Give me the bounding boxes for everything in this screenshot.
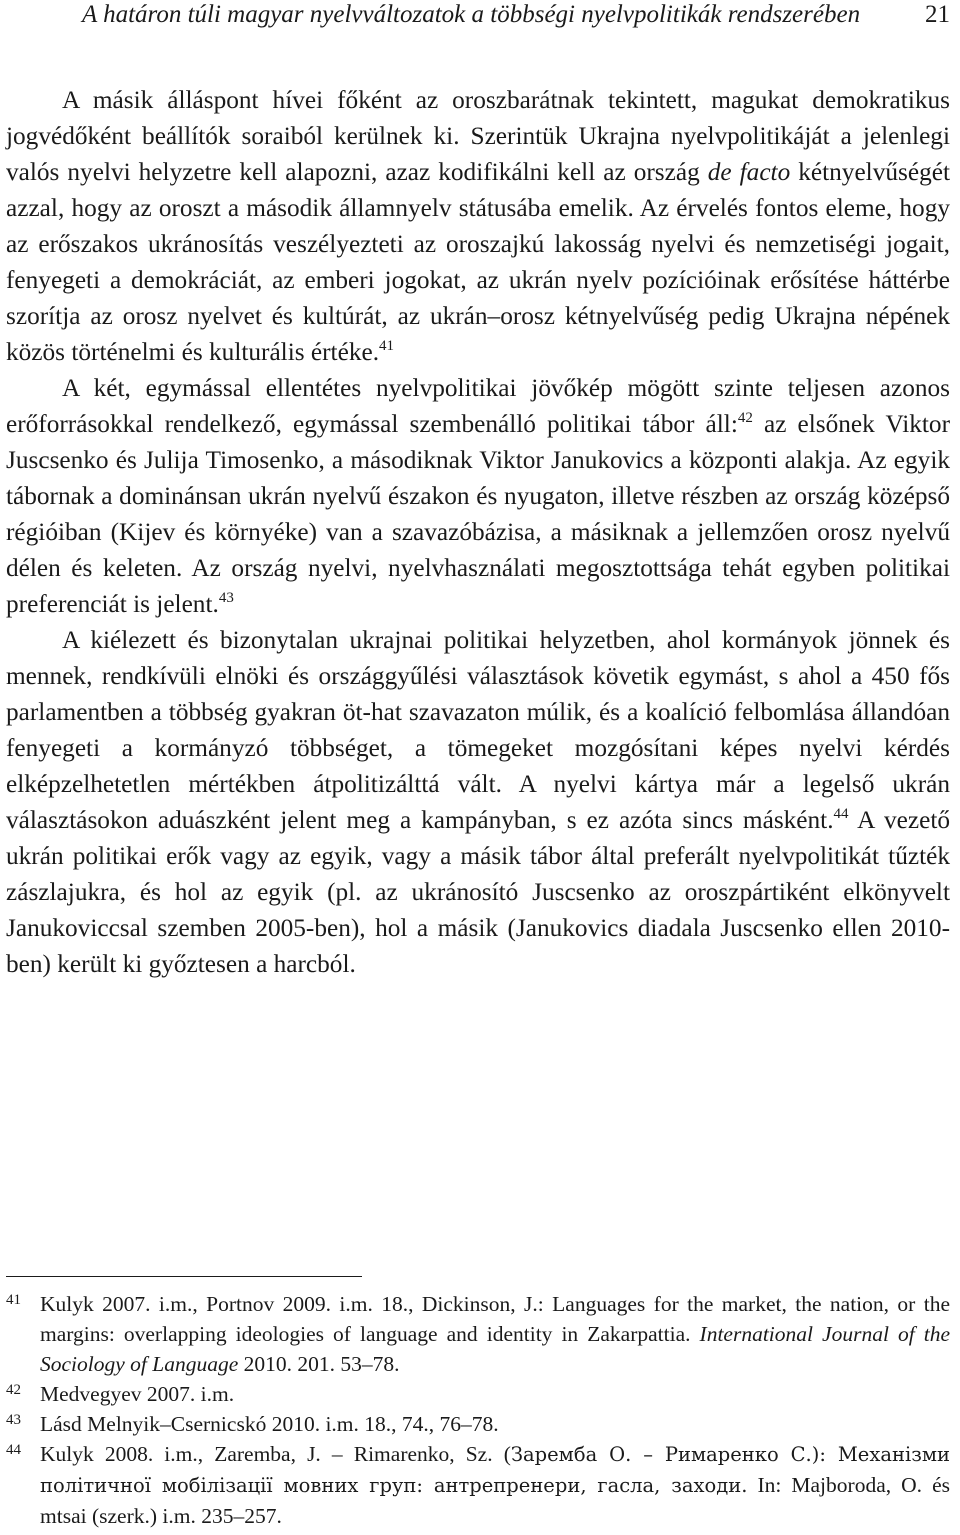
paragraph-3-text-a: A kiélezett és bizonytalan ukrajnai politikai helyzetben, ahol kormányok jönnek és mennek, rendkívüli elnöki és országgyűlési választások követik egymást, s ahol a 450 fős parlamentben a többség gyakran öt-hat szavazaton múlik, és a koalíció felbomlása állandóan fenyegeti a kormányzó többséget, a tömegeket mozgósítani képes nyelvi kérdés elképzelhetetlen mértékben átpolitizálttá vált. A nyelvi kártya már a legelső ukrán választásokon aduászként jelent meg a kampányban, s ez azóta sincs másként.	[6, 626, 950, 834]
paragraph-2	[6, 370, 950, 622]
paragraph-1-text-a: A másik álláspont hívei főként az oroszbarátnak tekintett, magukat demokratikus jogvédőként beállítók soraiból kerülnek ki. Szerintük Ukrajna nyelvpolitikáját a jelenlegi valós nyelvi helyzetre kell alapozni, azaz kodifikálni kell az ország	[6, 86, 950, 186]
page-number: 21	[925, 1, 950, 28]
footnote-ref-41[interactable]: 41	[379, 337, 395, 354]
footnote-text-end: In: Majboroda, O. és mtsai (szerk.) i.m. 235–257.	[40, 1473, 950, 1528]
running-title: A határon túli magyar nyelvváltozatok a többségi nyelvpolitikák rendszerében	[82, 1, 861, 28]
footnote-number: 41	[6, 1292, 21, 1308]
paragraph-2-text-a: A két, egymással ellentétes nyelvpolitikai jövőkép mögött szinte teljesen azonos erőforrásokkal rendelkező, egymással szembenálló politikai tábor áll:	[6, 374, 950, 438]
paragraph-3	[6, 622, 950, 982]
paragraph-1	[6, 82, 950, 370]
footnote-41	[6, 1289, 950, 1379]
footnote-ref-44[interactable]: 44	[833, 805, 849, 822]
body-text	[6, 82, 950, 982]
paragraph-3-text-b: A vezető ukrán politikai erők vagy az egyik, vagy a másik tábor által preferált nyelvpolitikát tűzték zászlajukra, és hol az egyik (pl. az ukránosító Juscsenko az oroszpártiként elkönyvelt Janukoviccsal szemben 2005-ben), hol a másik (Janukovics diadala Juscsenko ellen 2010-ben) került ki győztesen a harcból.	[6, 806, 950, 978]
footnote-number: 44	[6, 1442, 21, 1458]
footnote-separator	[6, 1276, 362, 1277]
footnotes	[6, 1289, 950, 1531]
footnote-journal-title: International Journal of the Sociology of Language	[40, 1322, 950, 1376]
footnote-44	[6, 1439, 950, 1531]
footnote-text: Lásd Melnyik–Csernicskó 2010. i.m. 18., 74., 76–78.	[40, 1412, 499, 1436]
footnote-42	[6, 1379, 950, 1409]
running-header	[82, 0, 950, 30]
footnote-cyrillic-text: Заремба О. – Римаренко С.): Механізми політичної мобілізації мовних груп: антрепренери, гасла, заходи.	[40, 1443, 950, 1497]
footnote-text: Kulyk 2007. i.m., Portnov 2009. i.m. 18., Dickinson, J.: Languages for the market, the nation, or the margins: overlapping ideologies of language and identity in Zakarpattia.	[40, 1292, 950, 1346]
footnote-number: 42	[6, 1382, 21, 1398]
footnote-ref-43[interactable]: 43	[218, 589, 234, 606]
footnote-text: Medvegyev 2007. i.m.	[40, 1382, 235, 1406]
footnote-text: Kulyk 2008. i.m., Zaremba, J. – Rimarenko, Sz. (	[40, 1442, 511, 1466]
paragraph-1-text-b: kétnyelvűségét azzal, hogy az oroszt a második államnyelv státusába emelik. Az érvelés fontos eleme, hogy az erőszakos ukránosítás veszélyezteti az oroszajkú lakosság nyelvi és nemzetiségi jogait, fenyegeti a demokráciát, az emberi jogokat, az ukrán nyelv pozícióinak erősítése háttérbe szorítja az orosz nyelvet és kultúrát, az ukrán–orosz kétnyelvűség pedig Ukrajna népének közös történelmi és kulturális értéke.	[6, 158, 950, 366]
footnote-text-end: 2010. 201. 53–78.	[238, 1352, 400, 1376]
footnote-ref-42[interactable]: 42	[737, 409, 753, 426]
paragraph-1-emphasis: de facto	[707, 158, 791, 186]
paragraph-2-text-b: az elsőnek Viktor Juscsenko és Julija Timosenko, a másodiknak Viktor Janukovics a központi alakja. Az egyik tábornak a dominánsan ukrán nyelvű északon és nyugaton, illetve részben az ország középső régióiban (Kijev és környéke) van a szavazóbázisa, a másiknak a jellemzően orosz nyelvű délen és keleten. Az ország nyelvi, nyelvhasználati megosztottsága tehát egyben politikai preferenciát is jelent.	[6, 410, 950, 618]
footnote-43	[6, 1409, 950, 1439]
footnote-number: 43	[6, 1412, 21, 1428]
